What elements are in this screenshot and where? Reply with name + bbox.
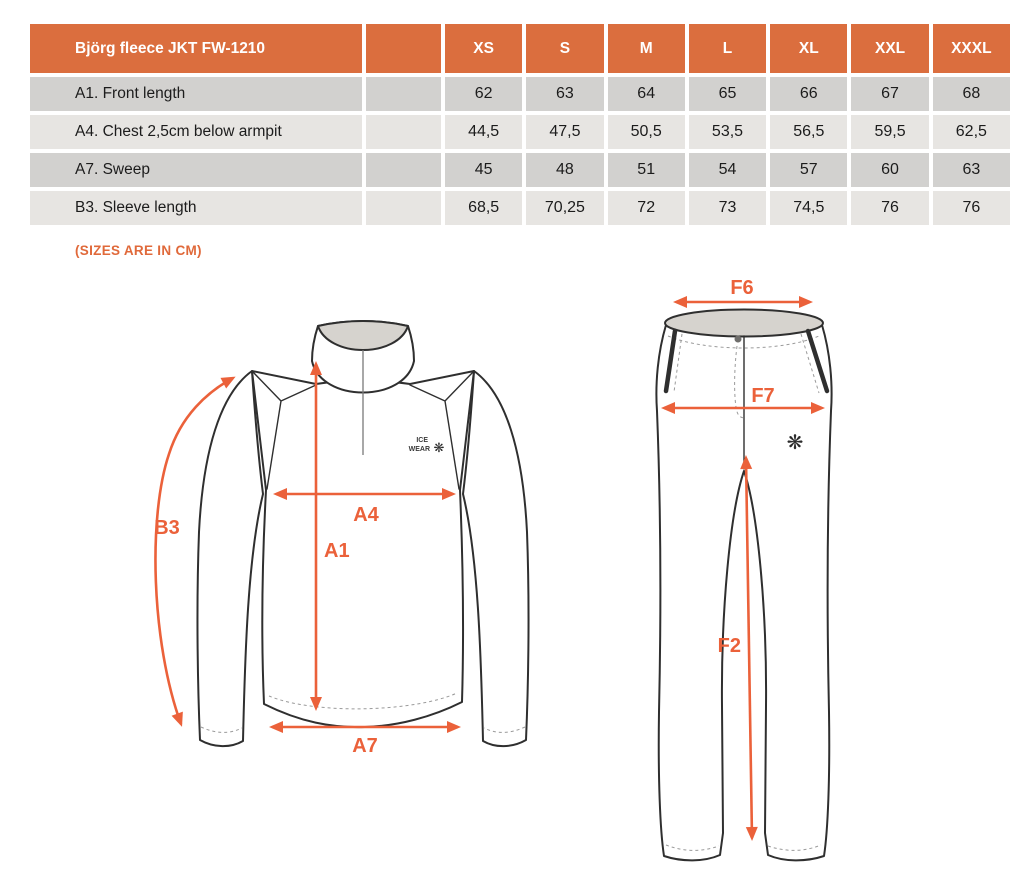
row-label-front-length: A1. Front length — [30, 77, 362, 111]
size-header-xxl: XXL — [851, 24, 928, 73]
logo-text-line2: WEAR — [408, 446, 430, 453]
waist-button — [735, 336, 742, 343]
pants-drawing — [656, 277, 831, 860]
cell-value: 63 — [526, 77, 603, 111]
row-label-sleeve-length: B3. Sleeve length — [30, 191, 362, 225]
cell-value: 64 — [608, 77, 685, 111]
a4-label: A4 — [353, 504, 379, 526]
cell-value: 51 — [608, 153, 685, 187]
a7-label: A7 — [352, 735, 378, 757]
size-header-xxxl: XXXL — [933, 24, 1010, 73]
cell-value: 68 — [933, 77, 1010, 111]
sizes-unit-note: (SIZES ARE IN CM) — [75, 243, 202, 258]
size-header-xs: XS — [445, 24, 522, 73]
cell-value: 74,5 — [770, 191, 847, 225]
a1-label: A1 — [324, 540, 350, 562]
cell-value: 73 — [689, 191, 766, 225]
b3-label: B3 — [154, 517, 180, 539]
cell-value: 72 — [608, 191, 685, 225]
cell-value: 56,5 — [770, 115, 847, 149]
cell-value: 57 — [770, 153, 847, 187]
cell-value: 70,25 — [526, 191, 603, 225]
snowflake-icon: ❋ — [433, 441, 445, 456]
cell-value: 62,5 — [933, 115, 1010, 149]
size-header-m: M — [608, 24, 685, 73]
cell-value: 66 — [770, 77, 847, 111]
jacket-left-sleeve — [197, 371, 263, 746]
row-label-chest: A4. Chest 2,5cm below armpit — [30, 115, 362, 149]
f2-label: F2 — [717, 635, 741, 657]
cell-value: 59,5 — [851, 115, 928, 149]
cell-value: 48 — [526, 153, 603, 187]
row-label-sweep: A7. Sweep — [30, 153, 362, 187]
cell-value: 45 — [445, 153, 522, 187]
logo-text-line1: ICE — [416, 437, 428, 444]
size-header-l: L — [689, 24, 766, 73]
jacket-drawing — [154, 321, 528, 757]
f6-label: F6 — [730, 277, 754, 299]
cell-value: 63 — [933, 153, 1010, 187]
jacket-right-sleeve — [463, 371, 529, 746]
f2-measure-arrow — [746, 458, 752, 838]
size-header-xl: XL — [770, 24, 847, 73]
cell-value: 65 — [689, 77, 766, 111]
f7-label: F7 — [751, 385, 775, 407]
cell-value: 60 — [851, 153, 928, 187]
cell-value: 50,5 — [608, 115, 685, 149]
cell-value: 68,5 — [445, 191, 522, 225]
size-header-s: S — [526, 24, 603, 73]
cell-value: 76 — [933, 191, 1010, 225]
snowflake-icon: ❋ — [786, 430, 804, 454]
cell-value: 47,5 — [526, 115, 603, 149]
table-title: Björg fleece JKT FW-1210 — [30, 24, 362, 73]
cell-value: 62 — [445, 77, 522, 111]
cell-value: 67 — [851, 77, 928, 111]
waistband-top — [665, 310, 823, 337]
cell-value: 54 — [689, 153, 766, 187]
cell-value: 53,5 — [689, 115, 766, 149]
cell-value: 44,5 — [445, 115, 522, 149]
cell-value: 76 — [851, 191, 928, 225]
